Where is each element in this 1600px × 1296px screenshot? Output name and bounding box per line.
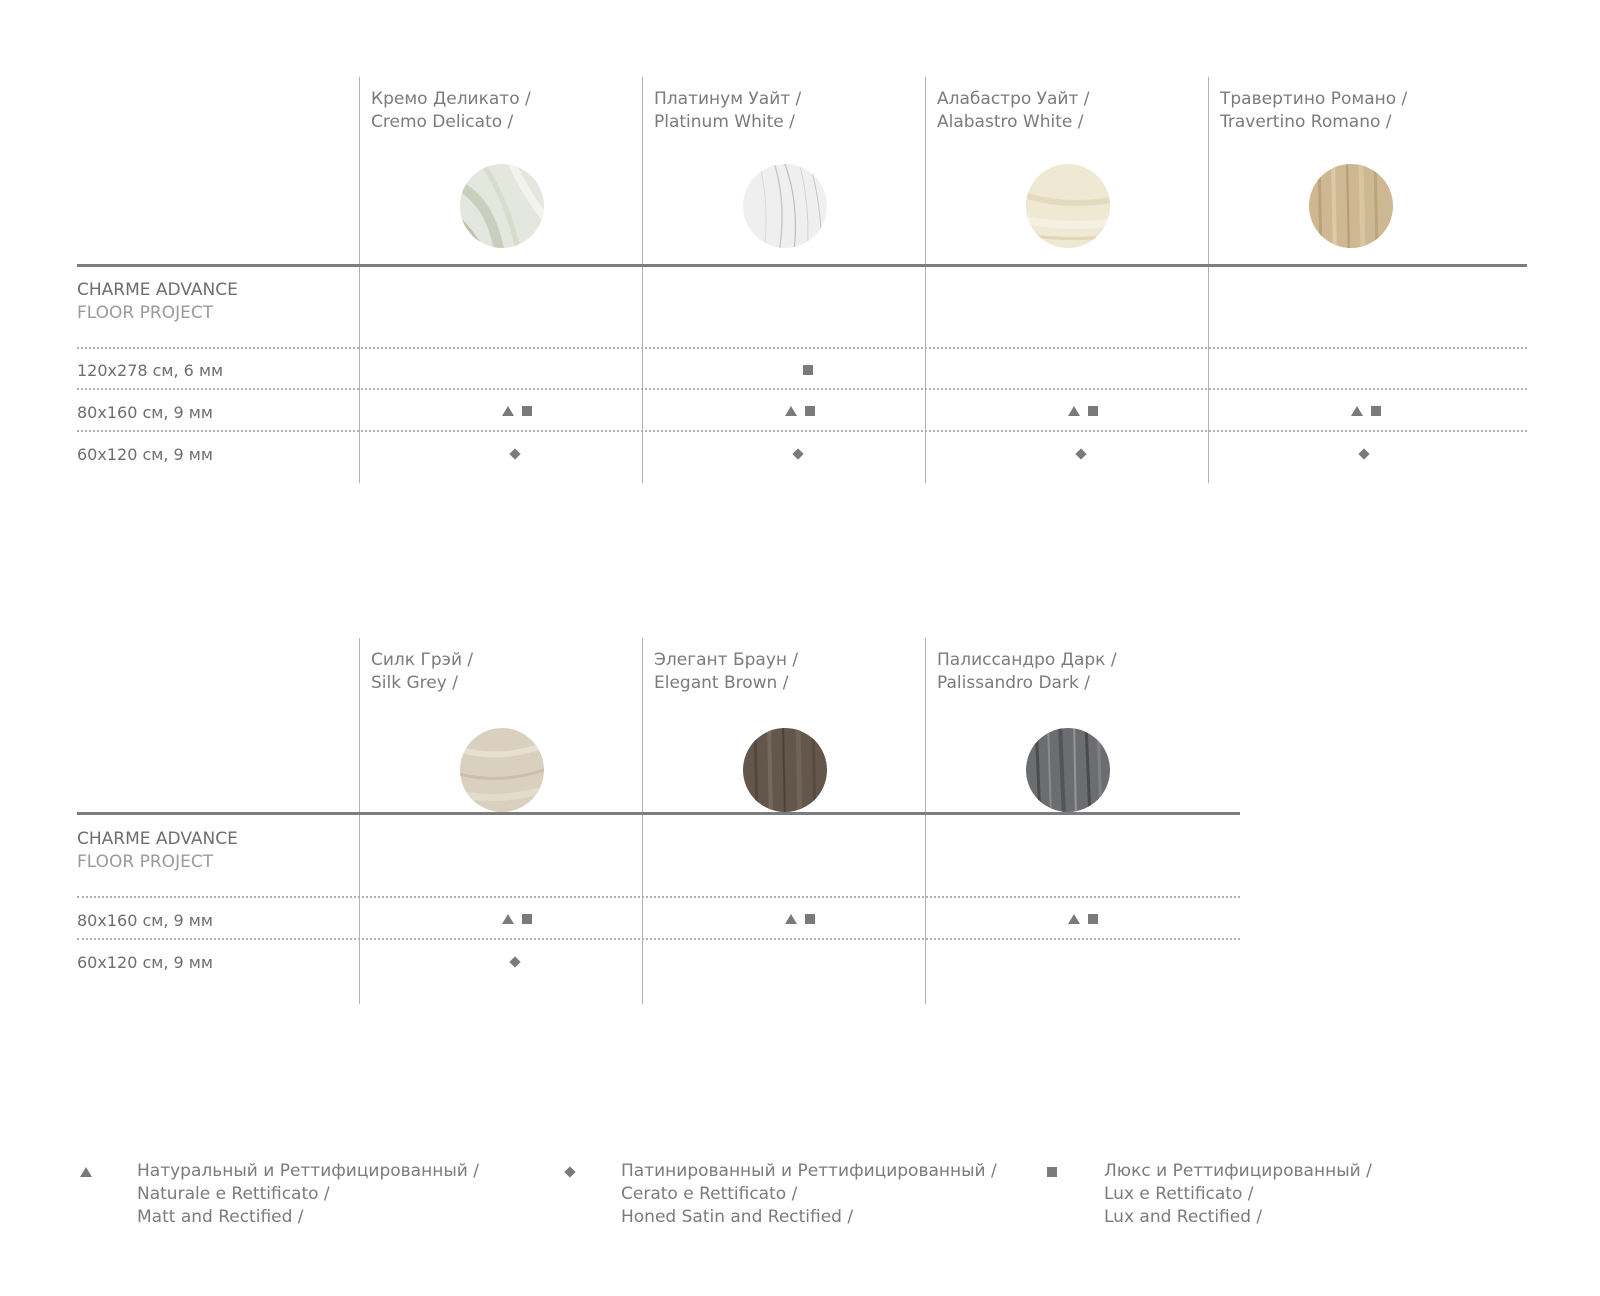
finish-marks	[502, 912, 532, 926]
lux-square-icon	[1047, 1167, 1057, 1177]
finish-marks	[1351, 404, 1381, 418]
legend-label-ru: Люкс и Реттифицированный /	[1104, 1161, 1372, 1181]
color-name-ru: Элегант Браун /	[654, 650, 799, 670]
column-header-platinum-white	[654, 88, 801, 134]
size-label: 80x160 см, 9 мм	[77, 403, 213, 422]
honed-diamond-icon	[1358, 448, 1369, 459]
color-name-it: Silk Grey /	[371, 673, 458, 693]
brand-subtitle: FLOOR PROJECT	[77, 852, 214, 872]
color-name-ru: Алабастро Уайт /	[937, 89, 1090, 109]
header-rule	[77, 812, 1240, 815]
column-header-elegant-brown	[654, 649, 798, 695]
color-name-it: Cremo Delicato /	[371, 112, 514, 132]
lux-square-icon	[522, 914, 532, 924]
column-header-silk-grey	[371, 649, 473, 695]
finish-marks	[502, 404, 532, 418]
color-name-it: Palissandro Dark /	[937, 673, 1090, 693]
color-name-ru: Палиссандро Дарк /	[937, 650, 1117, 670]
column-divider	[642, 77, 643, 483]
row-divider	[77, 938, 1240, 940]
finish-marks	[1068, 404, 1098, 418]
finish-marks	[1077, 447, 1085, 461]
column-divider	[925, 638, 926, 1004]
collection-table-1	[77, 77, 1527, 483]
finish-marks	[803, 363, 813, 377]
collection-title	[77, 828, 238, 874]
color-name-ru: Платинум Уайт /	[654, 89, 802, 109]
column-divider	[359, 638, 360, 1004]
brand-name: CHARME ADVANCE	[77, 280, 238, 300]
size-label: 60x120 см, 9 мм	[77, 445, 213, 464]
legend-label-ru: Патинированный и Реттифицированный /	[621, 1161, 997, 1181]
swatch-elegant-brown	[743, 728, 827, 812]
row-divider	[77, 388, 1527, 390]
swatch-palissandro-dark	[1026, 728, 1110, 812]
brand-subtitle: FLOOR PROJECT	[77, 303, 214, 323]
legend-label-en: Honed Satin and Rectified /	[621, 1207, 854, 1227]
legend-label-en: Matt and Rectified /	[137, 1207, 304, 1227]
finish-marks	[511, 447, 519, 461]
finish-marks	[794, 447, 802, 461]
column-divider	[925, 77, 926, 483]
matt-triangle-icon	[785, 406, 797, 416]
lux-square-icon	[803, 365, 813, 375]
color-name-ru: Травертино Романо /	[1220, 89, 1408, 109]
finish-marks	[785, 912, 815, 926]
honed-diamond-icon	[564, 1166, 575, 1177]
column-header-alabastro-white	[937, 88, 1090, 134]
swatch-platinum-white	[743, 164, 827, 248]
legend-label-en: Lux and Rectified /	[1104, 1207, 1263, 1227]
finish-marks	[1360, 447, 1368, 461]
column-header-palissandro-dark	[937, 649, 1117, 695]
matt-triangle-icon	[80, 1167, 92, 1177]
row-divider	[77, 430, 1527, 432]
matt-triangle-icon	[1351, 406, 1363, 416]
honed-diamond-icon	[792, 448, 803, 459]
matt-triangle-icon	[502, 406, 514, 416]
matt-triangle-icon	[785, 914, 797, 924]
color-name-ru: Кремо Деликато /	[371, 89, 531, 109]
row-divider	[77, 896, 1240, 898]
swatch-silk-grey	[460, 728, 544, 812]
column-divider	[642, 638, 643, 1004]
lux-square-icon	[1088, 406, 1098, 416]
finish-marks	[1068, 912, 1098, 926]
size-label: 80x160 см, 9 мм	[77, 911, 213, 930]
finish-marks	[785, 404, 815, 418]
swatch-alabastro-white	[1026, 164, 1110, 248]
column-divider	[1208, 77, 1209, 483]
swatch-cremo-delicato	[460, 164, 544, 248]
color-name-it: Elegant Brown /	[654, 673, 789, 693]
matt-triangle-icon	[1068, 406, 1080, 416]
color-name-it: Alabastro White /	[937, 112, 1084, 132]
honed-diamond-icon	[509, 956, 520, 967]
swatch-travertino-romano	[1309, 164, 1393, 248]
legend-label-it: Lux e Rettificato /	[1104, 1184, 1254, 1204]
honed-diamond-icon	[509, 448, 520, 459]
color-name-ru: Силк Грэй /	[371, 650, 474, 670]
size-label: 120x278 см, 6 мм	[77, 361, 224, 380]
column-divider	[359, 77, 360, 483]
matt-triangle-icon	[1068, 914, 1080, 924]
column-header-travertino-romano	[1220, 88, 1407, 134]
legend-label-it: Cerato e Rettificato /	[621, 1184, 798, 1204]
lux-square-icon	[1371, 406, 1381, 416]
legend-label-ru: Натуральный и Реттифицированный /	[137, 1161, 479, 1181]
lux-square-icon	[1088, 914, 1098, 924]
lux-square-icon	[522, 406, 532, 416]
collection-title	[77, 279, 238, 325]
honed-diamond-icon	[1075, 448, 1086, 459]
size-label: 60x120 см, 9 мм	[77, 953, 213, 972]
row-divider	[77, 347, 1527, 349]
matt-triangle-icon	[502, 914, 514, 924]
color-name-it: Travertino Romano /	[1220, 112, 1392, 132]
column-header-cremo-delicato	[371, 88, 531, 134]
collection-table-2	[77, 638, 1240, 1004]
color-name-it: Platinum White /	[654, 112, 795, 132]
finish-marks	[511, 955, 519, 969]
legend-label-it: Naturale e Rettificato /	[137, 1184, 330, 1204]
brand-name: CHARME ADVANCE	[77, 829, 238, 849]
header-rule	[77, 264, 1527, 267]
lux-square-icon	[805, 406, 815, 416]
lux-square-icon	[805, 914, 815, 924]
